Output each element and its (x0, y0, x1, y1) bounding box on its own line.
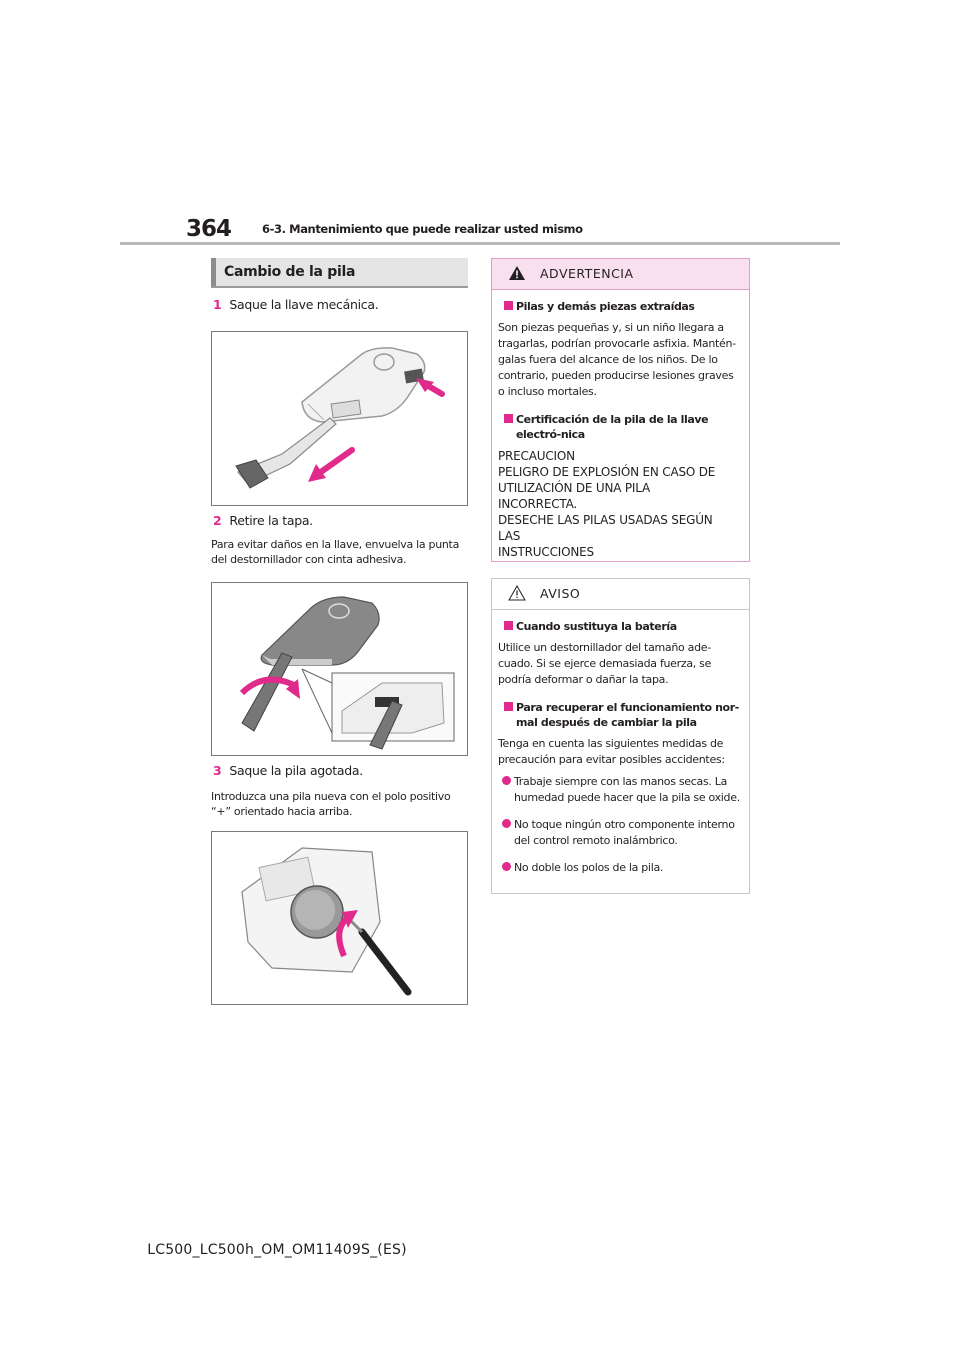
figure-remove-battery (211, 831, 468, 1005)
step-3 (213, 763, 363, 778)
warning-box (491, 258, 750, 562)
circle-bullet-icon (502, 862, 511, 871)
warning-title: ADVERTENCIA (540, 266, 634, 281)
notice-box (491, 578, 750, 894)
caps-line: UTILIZACIÓN DE UNA PILA (498, 481, 651, 495)
warning-subheading-1 (498, 299, 743, 314)
notice-header (492, 579, 749, 610)
step-1-text: Saque la llave mecánica. (229, 297, 379, 312)
step-1-number: 1 (213, 297, 222, 312)
notice-bullet-2 (498, 817, 743, 849)
key-fob-illustration (212, 332, 467, 505)
warning-subheading-2-text: Certificación de la pila de la llave electró-nica (516, 413, 709, 441)
step-2-note: Para evitar daños en la llave, envuelva la punta del destornillador con cinta adhesiva. (211, 538, 460, 566)
circle-bullet-icon (502, 776, 511, 785)
notice-bullet-2-text: No toque ningún otro componente interno del control remoto inalámbrico. (514, 818, 735, 847)
step-3-text: Saque la pila agotada. (229, 763, 363, 778)
section-heading-text: Cambio de la pila (224, 264, 356, 280)
square-bullet-icon (504, 702, 513, 711)
step-3-note: Introduzca una pila nueva con el polo positivo “+” orientado hacia arriba. (211, 790, 451, 818)
step-2 (213, 513, 313, 528)
caps-line: PELIGRO DE EXPLOSIÓN EN CASO DE (498, 465, 716, 479)
footer (0, 1242, 960, 1258)
notice-text-2: Tenga en cuenta las siguientes medidas de precaución para evitar posibles accidentes: (498, 737, 725, 766)
caution-triangle-icon (508, 585, 526, 601)
figure-remove-cover (211, 582, 468, 756)
step-2-number: 2 (213, 513, 222, 528)
caps-line: LAS (498, 529, 521, 543)
document-code: LC500_LC500h_OM_OM11409S_(ES) (147, 1242, 407, 1258)
notice-bullet-3 (498, 860, 743, 876)
step-1 (213, 297, 378, 312)
header-rule (120, 242, 840, 245)
warning-caps-block (498, 448, 743, 560)
caps-line: INCORRECTA. (498, 497, 577, 511)
warning-subheading-2 (498, 412, 743, 442)
notice-text-1: Utilice un destornillador del tamaño ade-cuado. Si se ejerce demasiada fuerza, se podría deformar o dañar la tapa. (498, 641, 712, 686)
warning-triangle-icon (508, 265, 526, 281)
heading-bar (211, 258, 216, 286)
battery-removal-illustration (212, 832, 467, 1004)
circle-bullet-icon (502, 819, 511, 828)
warning-text-1: Son piezas pequeñas y, si un niño llegara a tragarlas, podrían provocarle asfixia. Mantén-galas fuera del alcance de los niños. De lo contrario, pueden producirse lesiones graves o incluso mortales. (498, 321, 736, 398)
notice-bullet-3-text: No doble los polos de la pila. (514, 861, 664, 874)
notice-subheading-1-text: Cuando sustituya la batería (516, 620, 677, 633)
caps-line: INSTRUCCIONES (498, 545, 594, 559)
warning-subheading-1-text: Pilas y demás piezas extraídas (516, 300, 695, 313)
step-2-text: Retire la tapa. (229, 513, 313, 528)
square-bullet-icon (504, 621, 513, 630)
notice-subheading-2-text: Para recuperar el funcionamiento nor-mal después de cambiar la pila (516, 701, 739, 729)
warning-header (492, 259, 749, 290)
notice-bullet-1-text: Trabaje siempre con las manos secas. La humedad puede hacer que la pila se oxide. (514, 775, 740, 804)
square-bullet-icon (504, 301, 513, 310)
step-3-number: 3 (213, 763, 222, 778)
notice-subheading-2 (498, 700, 743, 730)
notice-title: AVISO (540, 586, 581, 601)
section-title: 6-3. Mantenimiento que puede realizar usted mismo (262, 222, 583, 236)
caps-line: PRECAUCION (498, 449, 575, 463)
notice-subheading-1 (498, 619, 743, 634)
notice-bullet-1 (498, 774, 743, 806)
page-number: 364 (186, 216, 232, 242)
square-bullet-icon (504, 414, 513, 423)
figure-remove-key (211, 331, 468, 506)
section-heading (211, 258, 468, 288)
caps-line: DESECHE LAS PILAS USADAS SEGÚN (498, 513, 713, 527)
cover-removal-illustration (212, 583, 467, 755)
